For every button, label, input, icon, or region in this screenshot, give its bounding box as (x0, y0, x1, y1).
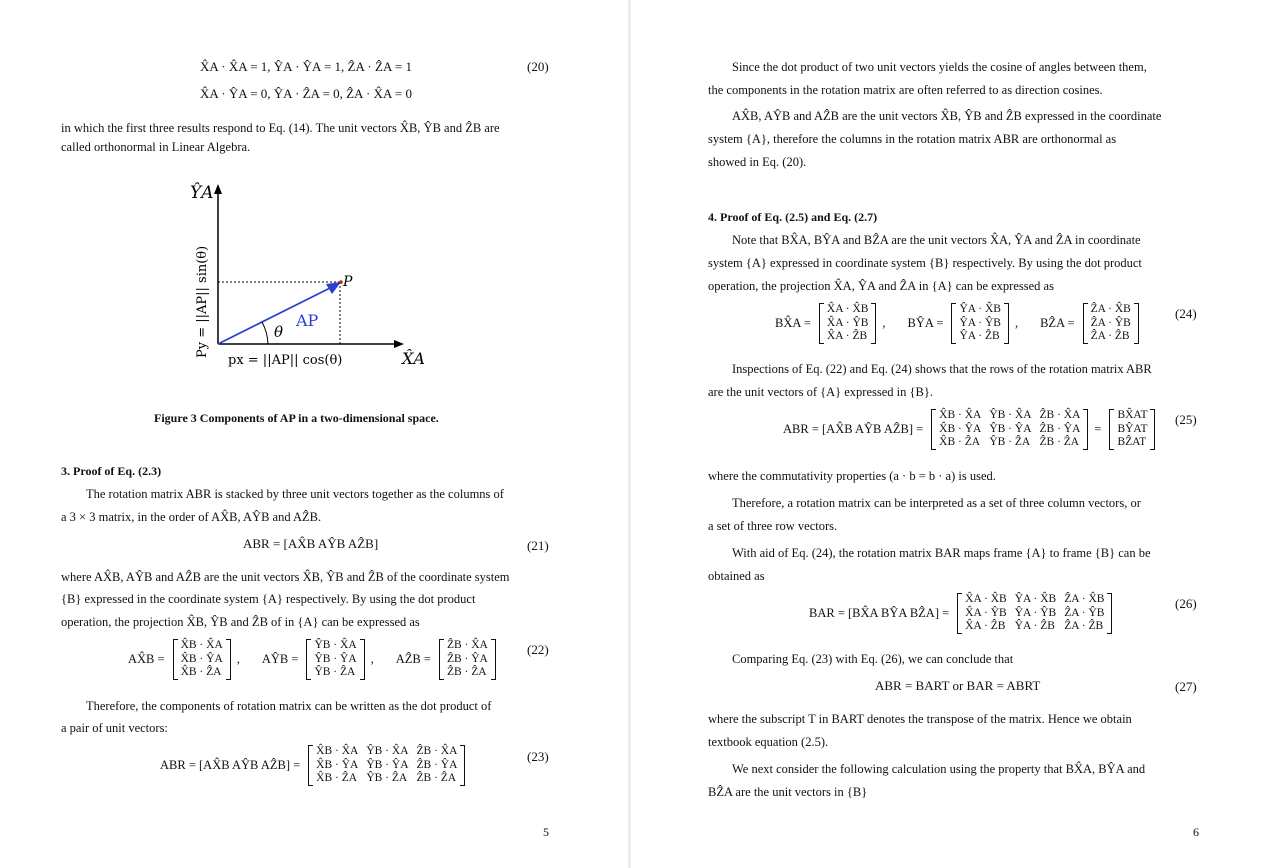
para2-line3: operation, the projection X̂B, ŶB and ẐB of in {A} can be expressed as (61, 615, 420, 629)
matrix-cell: X̂A · ẐB (826, 330, 868, 342)
eq26-matrix (957, 593, 1112, 634)
para8-line2: textbook equation (2.5). (708, 735, 829, 749)
matrix-cell: ŶB · X̂A (989, 409, 1032, 421)
para3-line1: Inspections of Eq. (22) and Eq. (24) shows that the rows of the rotation matrix ABR (732, 362, 1152, 376)
eq23-number: (23) (527, 749, 549, 764)
eq24-sep1: , (882, 315, 886, 330)
page-number-left: 5 (543, 825, 549, 839)
matrix-cell: X̂B · ẐA (939, 436, 981, 448)
para3-line2: a pair of unit vectors: (61, 721, 168, 735)
sec3-para-line2: a 3 × 3 matrix, in the order of AX̂B, AŶB and AẐB. (61, 510, 322, 524)
matrix-cell: ẐB · ŶA (1039, 422, 1081, 435)
eq27-number: (27) (1175, 679, 1197, 694)
matrix-cell: ŶB · ŶA (366, 758, 409, 771)
eq22-lhs1: AX̂B = (128, 651, 165, 666)
eq22-matrix3 (439, 639, 496, 680)
eq24 (775, 303, 1141, 344)
eq20-line1: X̂A · X̂A = 1, ŶA · ŶA = 1, ẐA · ẐA = 1 (200, 59, 412, 74)
eq20-line2: X̂A · ŶA = 0, ŶA · ẐA = 0, ẐA · X̂A = 0 (200, 86, 412, 101)
sec4-line3: operation, the projection X̂A, ŶA and ẐA in {A} can be expressed as (708, 279, 1054, 293)
eq24-lhs1: BX̂A = (775, 315, 811, 330)
matrix-cell: ẐA · ŶB (1090, 316, 1131, 329)
matrix-cell: X̂A · X̂B (826, 303, 869, 315)
y-axis-arrow (214, 184, 222, 194)
matrix-cell: X̂B · X̂A (939, 409, 982, 421)
eq22-number: (22) (527, 642, 549, 657)
eq26-number: (26) (1175, 596, 1197, 611)
para5-line1: Therefore, a rotation matrix can be interpreted as a set of three column vectors, or (732, 496, 1141, 510)
matrix-cell: ŶB · ŶA (314, 652, 357, 665)
matrix-cell: ẐB · ẐA (446, 666, 487, 678)
para4: where the commutativity properties (a · b = b · a) is used. (708, 469, 996, 483)
matrix-cell: ŶB · X̂A (314, 639, 357, 651)
sec4-line2: system {A} expressed in coordinate system {B} respectively. By using the dot product (708, 256, 1142, 270)
matrix-cell: ẐB · X̂A (446, 639, 488, 651)
angle-arc (262, 322, 268, 344)
matrix-cell: X̂A · ŶB (965, 606, 1007, 619)
eq22 (128, 639, 498, 680)
matrix-cell: ŶA · ŶB (1014, 606, 1057, 619)
matrix-cell: ẐB · ŶA (416, 758, 458, 771)
matrix-cell: X̂B · ŶA (316, 758, 359, 771)
eq26-lhs: BAR = [BX̂A BŶA BẐA] = (809, 605, 950, 620)
matrix-cell: ẐA · X̂B (1090, 303, 1131, 315)
para5-line2: a set of three row vectors. (708, 519, 838, 533)
matrix-cell: ŶB · ŶA (989, 422, 1032, 435)
eq24-lhs2: BŶA = (907, 315, 944, 330)
eq24-number: (24) (1175, 306, 1197, 321)
section-3-heading: 3. Proof of Eq. (2.3) (61, 464, 162, 478)
para6-line1: With aid of Eq. (24), the rotation matrix BAR maps frame {A} to frame {B} can be (732, 546, 1151, 560)
eq26 (809, 593, 1114, 634)
matrix-cell: X̂A · X̂B (965, 593, 1007, 605)
para1-line2: the components in the rotation matrix are often referred to as direction cosines. (708, 83, 1103, 97)
para3-line2: are the unit vectors of {A} expressed in {B}. (708, 385, 933, 399)
eq20-number: (20) (527, 59, 549, 74)
eq25-equals: = (1094, 421, 1102, 436)
matrix-cell: X̂B · ẐA (180, 666, 222, 678)
sec4-line1: Note that BX̂A, BŶA and BẐA are the unit vectors X̂A, ŶA and ẐA in coordinate (732, 233, 1141, 247)
matrix-cell: ŶB · ẐA (314, 666, 356, 678)
matrix-cell: ẐB · ŶA (446, 652, 488, 665)
para2-line1: AX̂B, AŶB and AẐB are the unit vectors X̂B, ŶB and ẐB expressed in the coordinate (732, 109, 1162, 123)
para1-line1: in which the first three results respond to Eq. (14). The unit vectors X̂B, ŶB and ẐB are (61, 121, 500, 135)
para1-line2: called orthonormal in Linear Algebra. (61, 140, 251, 154)
matrix-cell: X̂B · ŶA (939, 422, 982, 435)
matrix-cell: BẐAT (1117, 436, 1147, 448)
matrix-cell: ẐA · ŶB (1064, 606, 1105, 619)
para9-line1: We next consider the following calculation using the property that BX̂A, BŶA and (732, 762, 1146, 776)
eq27: ABR = BART or BAR = ABRT (875, 678, 1041, 693)
angle-theta-label: θ (274, 323, 284, 341)
sec3-para-line1: The rotation matrix ABR is stacked by three unit vectors together as the columns of (86, 487, 504, 501)
page-left (0, 0, 628, 868)
eq25-rhs-matrix (1109, 409, 1155, 450)
matrix-cell: X̂A · ẐB (965, 620, 1006, 632)
matrix-cell: ŶA · ŶB (959, 316, 1001, 329)
eq24-matrix3 (1083, 303, 1139, 344)
eq22-lhs2: AŶB = (261, 651, 299, 666)
matrix-cell: ŶB · ẐA (366, 772, 408, 784)
eq21: ABR = [AX̂B AŶB AẐB] (243, 536, 379, 551)
matrix-cell: X̂B · X̂A (316, 745, 359, 757)
matrix-cell: BX̂AT (1117, 409, 1148, 421)
eq22-matrix1 (173, 639, 231, 680)
matrix-cell: X̂B · ŶA (180, 652, 223, 665)
matrix-cell: ẐB · X̂A (1039, 409, 1081, 421)
matrix-cell: ŶA · ẐB (1014, 620, 1055, 632)
eq25-lhs: ABR = [AX̂B AŶB AẐB] = (783, 421, 924, 436)
matrix-cell: ŶB · ẐA (989, 436, 1031, 448)
figure-caption: Figure 3 Components of AP in a two-dimensional space. (154, 411, 439, 425)
page-right (631, 0, 1272, 868)
eq22-sep1: , (236, 651, 240, 666)
matrix-cell: ẐA · ẐB (1064, 620, 1104, 632)
matrix-cell: ŶA · X̂B (959, 303, 1001, 315)
matrix-cell: ẐA · X̂B (1064, 593, 1105, 605)
para2-line2: system {A}, therefore the columns in the rotation matrix ABR are orthonormal as (708, 132, 1117, 146)
para2-line2: {B} expressed in the coordinate system {A} respectively. By using the dot product (61, 592, 476, 606)
x-axis-label: X̂A (402, 349, 425, 368)
y-axis-label: ŶA (190, 183, 214, 203)
eq25 (783, 409, 1157, 450)
para2-line3: showed in Eq. (20). (708, 155, 807, 169)
para7: Comparing Eq. (23) with Eq. (26), we can conclude that (732, 652, 1014, 666)
eq24-lhs3: BẐA = (1040, 315, 1075, 330)
eq25-matrix (931, 409, 1088, 450)
para3-line1: Therefore, the components of rotation matrix can be written as the dot product of (86, 699, 492, 713)
matrix-cell: ẐB · ẐA (1039, 436, 1080, 448)
matrix-cell: ẐB · X̂A (416, 745, 458, 757)
matrix-cell: ŶA · ẐB (959, 330, 1000, 342)
eq23-lhs: ABR = [AX̂B AŶB AẐB] = (160, 757, 301, 772)
para6-line2: obtained as (708, 569, 765, 583)
para8-line1: where the subscript T in BART denotes the transpose of the matrix. Hence we obtain (708, 712, 1132, 726)
matrix-cell: X̂B · ẐA (316, 772, 358, 784)
matrix-cell: X̂B · X̂A (180, 639, 223, 651)
matrix-cell: ẐB · ẐA (416, 772, 457, 784)
matrix-cell: ẐA · ẐB (1090, 330, 1130, 342)
para9-line2: BẐA are the unit vectors in {B} (708, 785, 868, 799)
matrix-cell: ŶA · X̂B (1014, 593, 1057, 605)
eq24-matrix1 (819, 303, 877, 344)
matrix-cell: BŶAT (1117, 422, 1148, 435)
eq21-number: (21) (527, 538, 549, 553)
eq22-matrix2 (306, 639, 364, 680)
eq24-matrix2 (951, 303, 1009, 344)
matrix-cell: X̂A · ŶB (826, 316, 869, 329)
figure-3 (180, 176, 460, 376)
para1-line1: Since the dot product of two unit vectors yields the cosine of angles between them, (732, 60, 1147, 74)
eq22-sep2: , (370, 651, 374, 666)
eq23 (160, 745, 467, 786)
para2-line1: where AX̂B, AŶB and AẐB are the unit vectors X̂B, ŶB and ẐB of the coordinate system (61, 570, 510, 584)
py-label: Py = ||AP|| sin(θ) (195, 245, 210, 358)
point-p-label: P (343, 274, 353, 290)
vector-ap-label: AP (296, 311, 319, 330)
px-label: px = ||AP|| cos(θ) (228, 353, 343, 368)
eq25-number: (25) (1175, 412, 1197, 427)
matrix-cell: ŶB · X̂A (366, 745, 409, 757)
eq22-lhs3: AẐB = (395, 651, 431, 666)
section-4-heading: 4. Proof of Eq. (2.5) and Eq. (2.7) (708, 210, 878, 224)
page-number-right: 6 (1193, 825, 1199, 839)
eq23-matrix (308, 745, 465, 786)
eq24-sep2: , (1014, 315, 1019, 330)
x-axis-arrow (394, 340, 404, 348)
